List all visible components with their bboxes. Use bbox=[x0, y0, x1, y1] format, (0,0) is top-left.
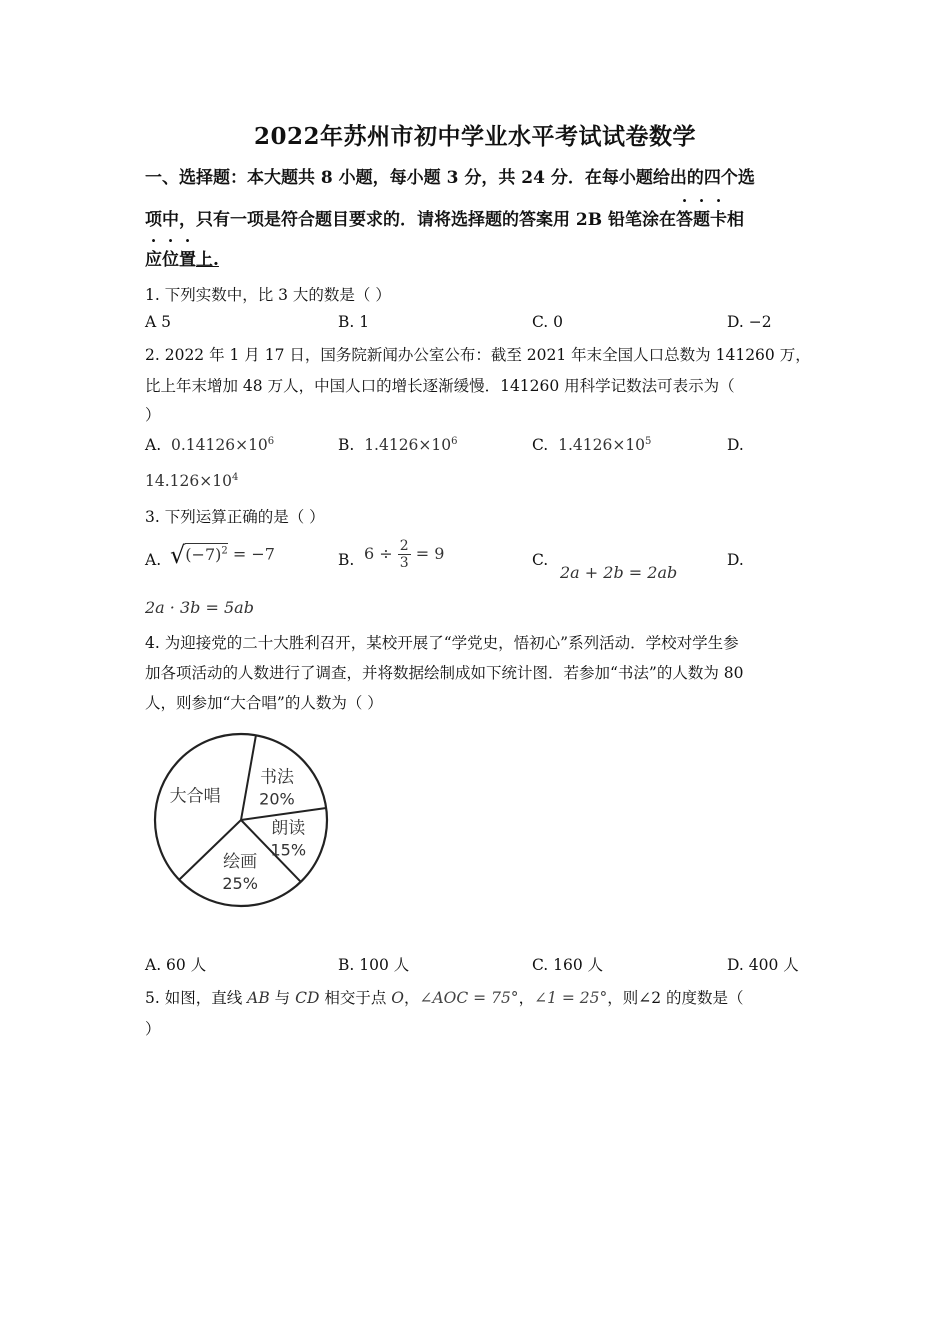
q1-option-c: C. 0 bbox=[532, 313, 564, 331]
q2-stem-line2: 比上年末增加 48 万人，中国人口的增长逐渐缓慢．141260 用科学记数法可表示为（ bbox=[145, 377, 735, 395]
q2-option-d: $14.126\times 10^4$ bbox=[145, 472, 239, 491]
pie-percent-3: 25% bbox=[222, 873, 258, 893]
q2-option-b: B. $1.4126\times 10^6$ bbox=[338, 436, 458, 455]
q3-option-c: 2a + 2b = 2ab bbox=[560, 563, 678, 582]
q3-option-b-label: B. bbox=[338, 551, 355, 569]
section-instructions-line3: 应位置上. bbox=[145, 250, 219, 270]
q3-option-a: $√(-7)^2 = -7$ bbox=[170, 541, 275, 569]
page-title: 2022年苏州市初中学业水平考试试卷数学 bbox=[253, 123, 696, 150]
q1-option-b: B. 1 bbox=[338, 313, 370, 331]
q3-stem: 3. 下列运算正确的是（ ） bbox=[145, 508, 325, 526]
q4-stem-line1: 4. 为迎接党的二十大胜利召开，某校开展了“学党史，悟初心”系列活动．学校对学生参 bbox=[145, 634, 739, 652]
pie-chart bbox=[150, 728, 340, 910]
emphasis-position: 应位置 bbox=[145, 250, 196, 270]
q3-option-c-label: C. bbox=[532, 551, 549, 569]
q4-stem-line2: 加各项活动的人数进行了调查，并将数据绘制成如下统计图．若参加“书法”的人数为 80 bbox=[145, 664, 744, 682]
q3-option-a-label: A. bbox=[145, 551, 162, 569]
q2-stem-line3: ） bbox=[145, 406, 161, 424]
q4-option-a: A. 60 人 bbox=[145, 956, 207, 974]
q2-option-a: A. $0.14126\times 10^6$ bbox=[145, 436, 275, 455]
fraction: $\frac{2}{3}$ bbox=[399, 538, 409, 571]
q2-stem-line1: 2. 2022 年 1 月 17 日，国务院新闻办公室公布：截至 2021 年末全国人口总数为 141260 万， bbox=[145, 346, 811, 364]
q1-option-d: D. −2 bbox=[727, 313, 772, 331]
pie-label-1: 书法 bbox=[259, 767, 294, 788]
q1-option-a: A 5 bbox=[145, 313, 171, 331]
pie-label-2: 朗读 bbox=[271, 818, 306, 839]
q2-option-c: C. $1.4126\times 10^5$ bbox=[532, 436, 652, 455]
section-instructions-line2: 项中，只有一项是符合题目要求的．请将选择题的答案用 2B 铅笔涂在答题卡相 bbox=[145, 210, 745, 230]
q3-option-d: 2a · 3b = 5ab bbox=[145, 598, 254, 617]
pie-label-4: 大合唱 bbox=[169, 786, 221, 807]
q5-stem-line2: ） bbox=[145, 1020, 161, 1038]
sqrt-icon: √ bbox=[170, 541, 186, 569]
pie-label-3: 绘画 bbox=[223, 851, 258, 872]
q3-option-b: 6 ÷ $\frac{2}{3}$ = 9 bbox=[364, 538, 445, 571]
q4-option-d: D. 400 人 bbox=[727, 956, 799, 974]
q4-option-c: C. 160 人 bbox=[532, 956, 604, 974]
q4-option-b: B. 100 人 bbox=[338, 956, 410, 974]
q3-option-d-label: D. bbox=[727, 551, 744, 569]
q4-stem-line3: 人，则参加“大合唱”的人数为（ ） bbox=[145, 694, 383, 712]
pie-percent-2: 15% bbox=[270, 840, 307, 860]
pie-percent-1: 20% bbox=[259, 789, 295, 809]
q1-stem: 1. 下列实数中，比 3 大的数是（ ） bbox=[145, 286, 391, 304]
emphasis-answer-card: 答题卡 bbox=[676, 210, 728, 230]
q5-stem-line1: 5. 如图，直线 AB 与 CD 相交于点 O，∠AOC = 75°，∠1 = 25°，则∠2 的度数是（ bbox=[145, 989, 744, 1007]
section-instructions-line1: 一、选择题：本大题共 8 小题，每小题 3 分，共 24 分．在每小题给出的四个选 bbox=[145, 168, 755, 188]
q2-option-d-label: D. bbox=[727, 436, 744, 454]
